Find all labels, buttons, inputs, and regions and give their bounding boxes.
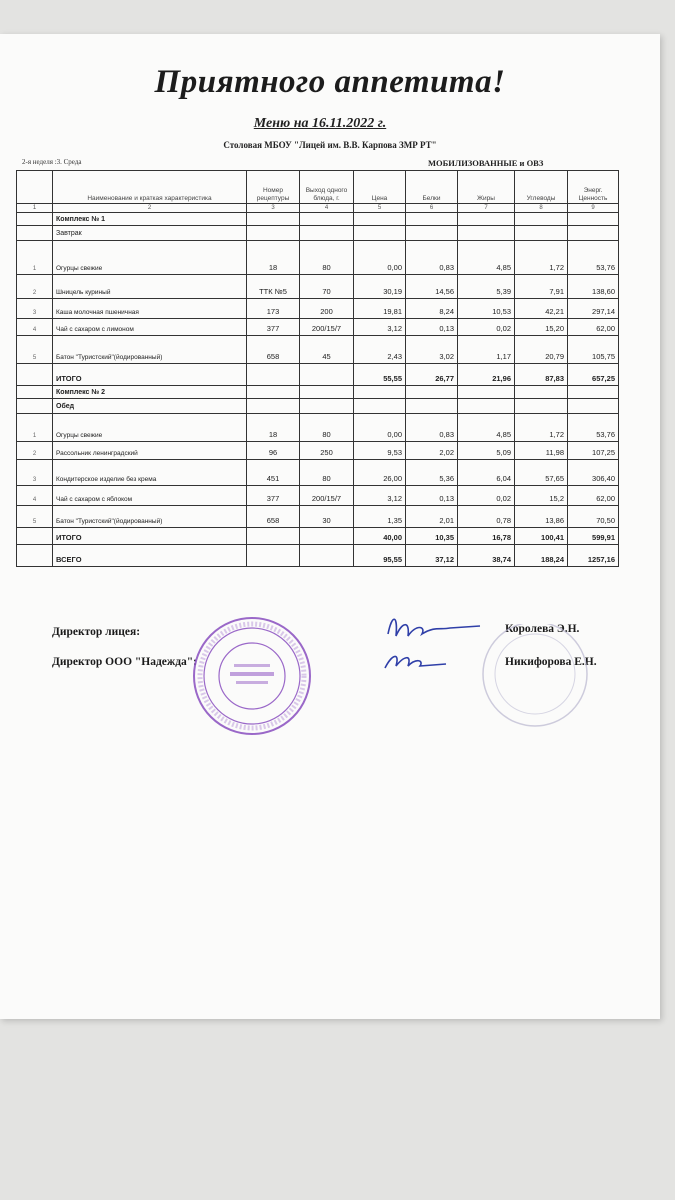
dish-number: 4 (17, 319, 53, 336)
complex-2-dishes (17, 414, 619, 528)
dish-price: 19,81 (354, 299, 406, 319)
dish-row (17, 319, 619, 336)
dish-energy: 53,76 (568, 414, 619, 442)
dish-row (17, 275, 619, 299)
dish-price: 3,12 (354, 319, 406, 336)
dish-protein: 2,01 (406, 506, 458, 528)
dish-recipe: 96 (247, 442, 300, 460)
complex-2-row (17, 386, 619, 399)
school-name: Столовая МБОУ "Лицей им. В.В. Карпова ЗМР РТ" (223, 140, 437, 150)
complex-2-total (17, 528, 619, 545)
dish-weight: 45 (300, 336, 354, 364)
complex-1-row (17, 213, 619, 226)
dish-carbs: 57,65 (515, 460, 568, 486)
dish-weight: 30 (300, 506, 354, 528)
grand-total-price: 95,55 (354, 545, 406, 567)
dish-recipe: 658 (247, 336, 300, 364)
dish-energy: 62,00 (568, 486, 619, 506)
dish-number: 1 (17, 414, 53, 442)
complex-1-total (17, 364, 619, 386)
dish-protein: 0,83 (406, 241, 458, 275)
dish-recipe: 18 (247, 414, 300, 442)
dish-price: 0,00 (354, 414, 406, 442)
dish-recipe: 377 (247, 486, 300, 506)
meal-title: Обед (53, 399, 247, 414)
dish-carbs: 1,72 (515, 414, 568, 442)
complex-1-dishes (17, 241, 619, 364)
dish-number: 1 (17, 241, 53, 275)
dish-protein: 14,56 (406, 275, 458, 299)
dish-energy: 70,50 (568, 506, 619, 528)
dish-recipe: 18 (247, 241, 300, 275)
total-protein: 26,77 (406, 364, 458, 386)
dish-energy: 306,40 (568, 460, 619, 486)
total-label: ИТОГО (53, 364, 247, 386)
dish-carbs: 1,72 (515, 241, 568, 275)
dish-weight: 80 (300, 414, 354, 442)
dish-weight: 70 (300, 275, 354, 299)
dish-row (17, 486, 619, 506)
meal-lunch-row (17, 399, 619, 414)
menu-table (16, 170, 619, 567)
dish-name: Шницель куриный (53, 275, 247, 299)
dish-carbs: 7,91 (515, 275, 568, 299)
dish-fat: 5,09 (458, 442, 515, 460)
dish-number: 2 (17, 275, 53, 299)
dish-price: 26,00 (354, 460, 406, 486)
dish-recipe: 173 (247, 299, 300, 319)
dish-name: Кондитерское изделие без крема (53, 460, 247, 486)
menu-date: Меню на 16.11.2022 г. (253, 116, 387, 131)
grand-total-energy: 1257,16 (568, 545, 619, 567)
grand-total-carbs: 188,24 (515, 545, 568, 567)
dish-fat: 4,85 (458, 241, 515, 275)
dish-protein: 5,36 (406, 460, 458, 486)
round-seal-icon (190, 614, 315, 739)
header-cell: Углеводы (515, 171, 568, 204)
grand-total-protein: 37,12 (406, 545, 458, 567)
meal-breakfast-row (17, 226, 619, 241)
index-row (17, 204, 619, 213)
header-cell: Энерг. Ценность (568, 171, 619, 204)
total-price: 40,00 (354, 528, 406, 545)
signature-icon (380, 604, 500, 684)
table-header (17, 171, 619, 204)
week-label: 2-я неделя :3. Среда (22, 158, 82, 166)
dish-name: Батон "Туристский"(йодированный) (53, 336, 247, 364)
dish-energy: 138,60 (568, 275, 619, 299)
dish-energy: 297,14 (568, 299, 619, 319)
total-fat: 16,78 (458, 528, 515, 545)
dish-weight: 200/15/7 (300, 486, 354, 506)
dish-recipe: 658 (247, 506, 300, 528)
dish-protein: 0,13 (406, 319, 458, 336)
index-cell: 3 (247, 204, 300, 213)
dish-protein: 3,02 (406, 336, 458, 364)
dish-protein: 0,13 (406, 486, 458, 506)
dish-name: Чай с сахаром с лимоном (53, 319, 247, 336)
dish-recipe: ТТК №5 (247, 275, 300, 299)
header-cell: Жиры (458, 171, 515, 204)
dish-carbs: 13,86 (515, 506, 568, 528)
dish-weight: 80 (300, 460, 354, 486)
total-carbs: 87,83 (515, 364, 568, 386)
dish-energy: 107,25 (568, 442, 619, 460)
dish-name: Батон "Туристский"(йодированный) (53, 506, 247, 528)
total-carbs: 100,41 (515, 528, 568, 545)
dish-energy: 53,76 (568, 241, 619, 275)
dish-name: Рассольник ленинградский (53, 442, 247, 460)
dish-recipe: 451 (247, 460, 300, 486)
dish-price: 9,53 (354, 442, 406, 460)
dish-protein: 0,83 (406, 414, 458, 442)
header-cell: Белки (406, 171, 458, 204)
dish-fat: 10,53 (458, 299, 515, 319)
dish-weight: 80 (300, 241, 354, 275)
dish-fat: 1,17 (458, 336, 515, 364)
total-label: ИТОГО (53, 528, 247, 545)
dish-price: 2,43 (354, 336, 406, 364)
dish-fat: 0,02 (458, 486, 515, 506)
dish-weight: 200/15/7 (300, 319, 354, 336)
total-protein: 10,35 (406, 528, 458, 545)
dish-number: 5 (17, 336, 53, 364)
dish-name: Огурцы свежие (53, 241, 247, 275)
total-energy: 599,91 (568, 528, 619, 545)
company-director-name: Никифорова Е.Н. (505, 656, 597, 668)
header-cell (17, 171, 53, 204)
dish-number: 4 (17, 486, 53, 506)
dish-number: 3 (17, 460, 53, 486)
dish-weight: 250 (300, 442, 354, 460)
dish-row (17, 336, 619, 364)
dish-number: 5 (17, 506, 53, 528)
dish-fat: 4,85 (458, 414, 515, 442)
dish-name: Огурцы свежие (53, 414, 247, 442)
index-cell: 5 (354, 204, 406, 213)
header-cell: Наименование и краткая характеристика (53, 171, 247, 204)
dish-row (17, 241, 619, 275)
dish-price: 1,35 (354, 506, 406, 528)
dish-protein: 8,24 (406, 299, 458, 319)
index-cell: 8 (515, 204, 568, 213)
dish-energy: 62,00 (568, 319, 619, 336)
complex-title: Комплекс № 1 (53, 213, 247, 226)
dish-row (17, 460, 619, 486)
company-director-label: Директор ООО "Надежда": (52, 656, 198, 668)
index-cell: 6 (406, 204, 458, 213)
dish-recipe: 377 (247, 319, 300, 336)
dish-carbs: 15,2 (515, 486, 568, 506)
dish-name: Чай с сахаром с яблоком (53, 486, 247, 506)
dish-weight: 200 (300, 299, 354, 319)
total-energy: 657,25 (568, 364, 619, 386)
dish-number: 2 (17, 442, 53, 460)
dish-row (17, 442, 619, 460)
dish-fat: 5,39 (458, 275, 515, 299)
dish-carbs: 42,21 (515, 299, 568, 319)
dish-energy: 105,75 (568, 336, 619, 364)
index-cell: 4 (300, 204, 354, 213)
dish-row (17, 414, 619, 442)
complex-title: Комплекс № 2 (53, 386, 247, 399)
grand-total-fat: 38,74 (458, 545, 515, 567)
dish-price: 3,12 (354, 486, 406, 506)
dish-price: 30,19 (354, 275, 406, 299)
dish-protein: 2,02 (406, 442, 458, 460)
page-heading: Приятного аппетита! (154, 64, 506, 100)
meal-title: Завтрак (53, 226, 247, 241)
header-cell: Номер рецептуры (247, 171, 300, 204)
header-cell: Выход одного блюда, г. (300, 171, 354, 204)
dish-row (17, 299, 619, 319)
index-cell: 7 (458, 204, 515, 213)
director-label: Директор лицея: (52, 626, 141, 638)
dish-name: Каша молочная пшеничная (53, 299, 247, 319)
total-price: 55,55 (354, 364, 406, 386)
total-fat: 21,96 (458, 364, 515, 386)
dish-carbs: 11,98 (515, 442, 568, 460)
dish-fat: 0,78 (458, 506, 515, 528)
grand-total-label: ВСЕГО (53, 545, 247, 567)
index-cell: 2 (53, 204, 247, 213)
dish-fat: 6,04 (458, 460, 515, 486)
grand-total-row (17, 545, 619, 567)
index-cell: 1 (17, 204, 53, 213)
dish-price: 0,00 (354, 241, 406, 275)
dish-number: 3 (17, 299, 53, 319)
index-cell: 9 (568, 204, 619, 213)
dish-carbs: 20,79 (515, 336, 568, 364)
director-name: Королева Э.Н. (505, 623, 580, 635)
menu-sheet (0, 34, 660, 1019)
dish-row (17, 506, 619, 528)
dish-carbs: 15,20 (515, 319, 568, 336)
dish-fat: 0,02 (458, 319, 515, 336)
header-cell: Цена (354, 171, 406, 204)
category-label: МОБИЛИЗОВАННЫЕ и ОВЗ (428, 158, 544, 168)
